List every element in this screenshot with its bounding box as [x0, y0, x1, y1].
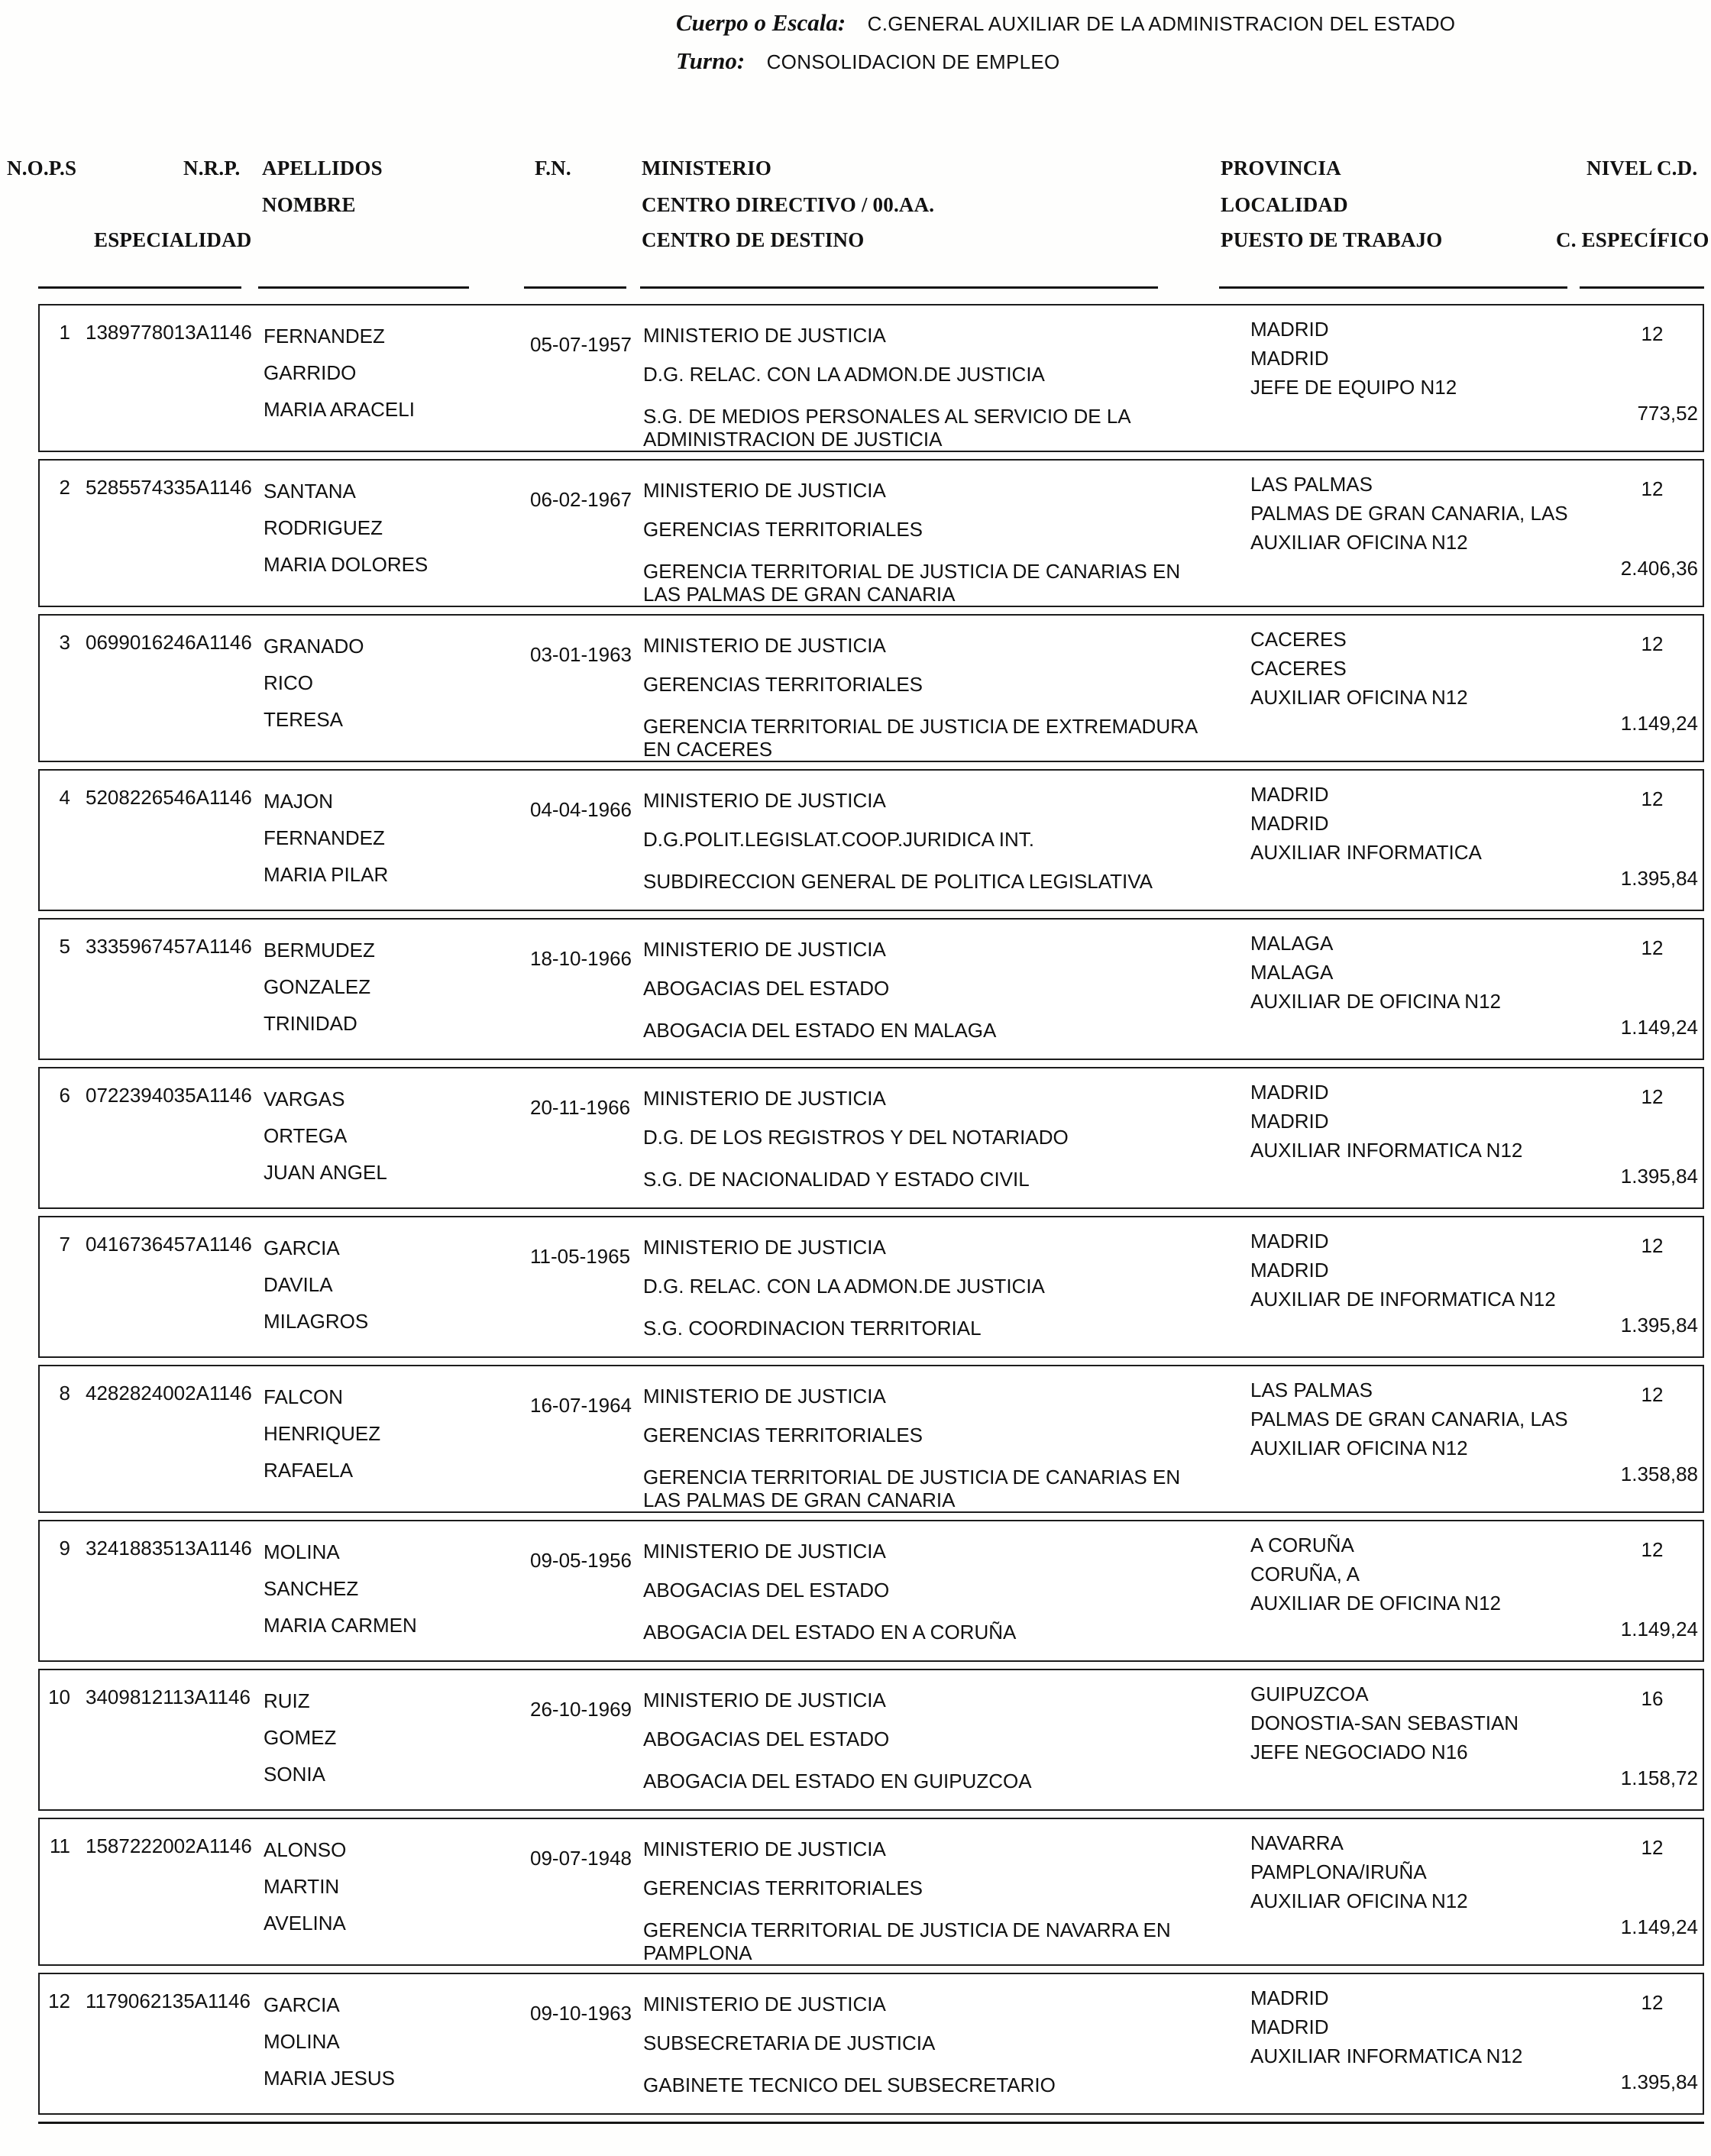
cell-puesto-trabajo: AUXILIAR INFORMATICA N12 — [1250, 2044, 1523, 2067]
cell-ministerio-group — [643, 1670, 1250, 1809]
cell-puesto-trabajo: AUXILIAR DE OFICINA N12 — [1250, 1592, 1501, 1615]
cell-ministerio: MINISTERIO DE JUSTICIA — [643, 1236, 886, 1259]
cell-provincia-group — [1250, 1819, 1602, 1964]
cell-provincia: MADRID — [1250, 1230, 1329, 1253]
cell-centro-directivo: D.G. DE LOS REGISTROS Y DEL NOTARIADO — [643, 1126, 1069, 1149]
cell-apellidos-line1: GARCIA — [264, 1993, 340, 2016]
cell-provincia: MALAGA — [1250, 932, 1334, 955]
cell-nops: 12 — [48, 1990, 70, 2012]
cell-apellidos-line1: FALCON — [264, 1385, 344, 1408]
cell-localidad: PALMAS DE GRAN CANARIA, LAS — [1250, 502, 1568, 525]
cell-ministerio-group — [643, 1217, 1250, 1356]
cell-provincia: MADRID — [1250, 318, 1329, 341]
cell-nombre: AVELINA — [264, 1912, 346, 1935]
table-row — [38, 459, 1704, 607]
cell-centro-directivo: GERENCIAS TERRITORIALES — [643, 1876, 923, 1899]
cell-centro-destino: ABOGACIA DEL ESTADO EN GUIPUZCOA — [643, 1770, 1032, 1792]
col-header-provincia: PROVINCIA — [1221, 157, 1341, 179]
cell-nops: 8 — [59, 1382, 70, 1404]
cell-ministerio: MINISTERIO DE JUSTICIA — [643, 479, 886, 502]
cell-provincia-group — [1250, 305, 1602, 451]
cell-nrp: 3409812113A1146 — [86, 1686, 251, 1708]
cell-ministerio-group — [643, 305, 1250, 451]
cell-apellidos-line1: FERNANDEZ — [264, 325, 385, 347]
cell-fecha-nacimiento: 04-04-1966 — [530, 798, 632, 821]
cell-puesto-trabajo: AUXILIAR INFORMATICA N12 — [1250, 1139, 1523, 1162]
col-header-nops: N.O.P.S — [7, 157, 77, 179]
cell-localidad: PAMPLONA/IRUÑA — [1250, 1860, 1427, 1883]
col-header-nombre: NOMBRE — [262, 193, 356, 216]
turno-line — [676, 47, 1455, 75]
table-row — [38, 1067, 1704, 1209]
cell-nops: 2 — [59, 476, 70, 499]
cell-provincia: MADRID — [1250, 1986, 1329, 2009]
col-header-especialidad: ESPECIALIDAD — [94, 228, 252, 251]
col-header-puesto-trabajo: PUESTO DE TRABAJO — [1221, 228, 1443, 251]
cell-centro-destino: S.G. DE NACIONALIDAD Y ESTADO CIVIL — [643, 1168, 1030, 1191]
cell-ministerio: MINISTERIO DE JUSTICIA — [643, 938, 886, 961]
cell-fecha-nacimiento: 09-07-1948 — [530, 1847, 632, 1870]
cell-centro-directivo: SUBSECRETARIA DE JUSTICIA — [643, 2032, 936, 2054]
table-row — [38, 614, 1704, 762]
bottom-rule — [38, 2122, 1704, 2124]
cell-nrp: 0699016246A1146 — [86, 631, 252, 654]
cell-ministerio-group — [643, 1366, 1250, 1511]
cell-localidad: MADRID — [1250, 2015, 1329, 2038]
cell-apellidos-line1: SANTANA — [264, 480, 356, 503]
cell-nivel-cd: 12 — [1641, 322, 1664, 345]
cell-ministerio-group — [643, 1068, 1250, 1207]
cell-centro-destino: ABOGACIA DEL ESTADO EN MALAGA — [643, 1019, 997, 1042]
col-header-apellidos: APELLIDOS — [262, 157, 383, 179]
cell-puesto-trabajo: JEFE NEGOCIADO N16 — [1250, 1741, 1468, 1763]
cell-puesto-trabajo: AUXILIAR INFORMATICA — [1250, 841, 1482, 864]
cell-nombre: MARIA JESUS — [264, 2067, 395, 2090]
cell-nombre: TRINIDAD — [264, 1012, 357, 1035]
cuerpo-escala-line — [676, 9, 1455, 37]
cell-c-especifico: 1.395,84 — [1620, 2070, 1698, 2093]
column-underline — [1219, 286, 1567, 289]
cell-centro-directivo: ABOGACIAS DEL ESTADO — [643, 1579, 890, 1602]
cell-nivel-especifico-group — [1602, 1217, 1703, 1356]
cell-ministerio: MINISTERIO DE JUSTICIA — [643, 1540, 886, 1563]
cell-centro-directivo: ABOGACIAS DEL ESTADO — [643, 1728, 890, 1750]
cell-centro-destino: S.G. COORDINACION TERRITORIAL — [643, 1317, 982, 1340]
cell-centro-destino: GERENCIA TERRITORIAL DE JUSTICIA DE CANARIAS EN LAS PALMAS DE GRAN CANARIA — [643, 1466, 1181, 1511]
cell-fecha-nacimiento: 06-02-1967 — [530, 488, 632, 511]
cell-c-especifico: 1.395,84 — [1620, 1314, 1698, 1337]
cell-nops: 6 — [59, 1084, 70, 1107]
col-header-c-especifico: C. ESPECÍFICO — [1556, 228, 1709, 251]
cell-nombre: SONIA — [264, 1763, 325, 1786]
cell-nops: 11 — [50, 1834, 70, 1857]
cell-c-especifico: 1.395,84 — [1620, 867, 1698, 890]
cell-apellidos-line1: GRANADO — [264, 635, 364, 658]
cell-apellidos-line2: MOLINA — [264, 2030, 340, 2053]
cell-nrp: 0416736457A1146 — [86, 1233, 252, 1256]
cell-provincia: MADRID — [1250, 783, 1329, 806]
cell-nivel-cd: 12 — [1641, 632, 1664, 655]
cell-nivel-especifico-group — [1602, 1819, 1703, 1964]
cell-name-group — [264, 771, 530, 910]
cell-ministerio-group — [643, 461, 1250, 606]
cuerpo-escala-label: Cuerpo o Escala: — [676, 9, 846, 36]
cell-name-group — [264, 616, 530, 761]
table-row — [38, 769, 1704, 911]
cell-ministerio-group — [643, 616, 1250, 761]
cell-nivel-especifico-group — [1602, 1521, 1703, 1660]
cell-fecha-nacimiento: 09-05-1956 — [530, 1549, 632, 1572]
cell-provincia-group — [1250, 1521, 1602, 1660]
cell-centro-directivo: D.G.POLIT.LEGISLAT.COOP.JURIDICA INT. — [643, 828, 1034, 851]
cell-fecha-nacimiento: 09-10-1963 — [530, 2002, 632, 2025]
cell-puesto-trabajo: AUXILIAR OFICINA N12 — [1250, 1437, 1468, 1459]
cell-apellidos-line2: RODRIGUEZ — [264, 516, 383, 539]
cell-nivel-cd: 12 — [1641, 477, 1664, 500]
cell-centro-destino: GERENCIA TERRITORIAL DE JUSTICIA DE NAVARRA EN PAMPLONA — [643, 1918, 1171, 1964]
cell-nivel-especifico-group — [1602, 305, 1703, 451]
cell-provincia: CACERES — [1250, 628, 1347, 651]
cell-fecha-nacimiento: 05-07-1957 — [530, 333, 632, 356]
cell-fecha-nacimiento: 18-10-1966 — [530, 947, 632, 970]
column-underline — [38, 286, 241, 289]
cell-nrp: 5208226546A1146 — [86, 786, 252, 809]
cell-nrp: 1389778013A1146 — [86, 321, 252, 344]
table-row — [38, 1365, 1704, 1513]
cell-ministerio-group — [643, 920, 1250, 1059]
cell-centro-directivo: GERENCIAS TERRITORIALES — [643, 518, 923, 541]
cell-nombre: MARIA CARMEN — [264, 1614, 417, 1637]
cell-apellidos-line2: MARTIN — [264, 1875, 340, 1898]
cell-nivel-cd: 12 — [1641, 1991, 1664, 2014]
cell-provincia-group — [1250, 461, 1602, 606]
cell-localidad: DONOSTIA-SAN SEBASTIAN — [1250, 1712, 1519, 1734]
cell-provincia-group — [1250, 1670, 1602, 1809]
cell-c-especifico: 1.358,88 — [1620, 1463, 1698, 1485]
col-header-ministerio: MINISTERIO — [642, 157, 772, 179]
cell-puesto-trabajo: AUXILIAR DE OFICINA N12 — [1250, 990, 1501, 1013]
cell-fecha-nacimiento: 26-10-1969 — [530, 1698, 632, 1721]
cell-provincia-group — [1250, 1217, 1602, 1356]
table-row — [38, 1973, 1704, 2115]
table-row — [38, 918, 1704, 1060]
cell-nops: 4 — [59, 786, 70, 809]
cell-name-group — [264, 920, 530, 1059]
cell-centro-directivo: D.G. RELAC. CON LA ADMON.DE JUSTICIA — [643, 1275, 1045, 1298]
column-underline — [258, 286, 469, 289]
cell-apellidos-line2: SANCHEZ — [264, 1577, 359, 1600]
cell-provincia-group — [1250, 1068, 1602, 1207]
col-header-fn: F.N. — [535, 157, 571, 179]
cell-apellidos-line1: MOLINA — [264, 1540, 340, 1563]
cell-nrp: 1179062135A1146 — [86, 1990, 251, 2012]
cell-c-especifico: 1.395,84 — [1620, 1165, 1698, 1188]
cell-apellidos-line1: VARGAS — [264, 1088, 345, 1110]
cell-nops: 7 — [59, 1233, 70, 1256]
cell-localidad: MADRID — [1250, 1110, 1329, 1133]
cell-nivel-especifico-group — [1602, 1068, 1703, 1207]
cuerpo-escala-value: C.GENERAL AUXILIAR DE LA ADMINISTRACION DEL ESTADO — [867, 12, 1456, 35]
cell-nombre: MARIA ARACELI — [264, 398, 415, 421]
cell-ministerio-group — [643, 771, 1250, 910]
cell-c-especifico: 773,52 — [1637, 402, 1698, 425]
table-row — [38, 1520, 1704, 1662]
cell-apellidos-line1: RUIZ — [264, 1689, 310, 1712]
cell-apellidos-line2: GOMEZ — [264, 1726, 337, 1749]
cell-provincia: GUIPUZCOA — [1250, 1682, 1369, 1705]
cell-centro-directivo: ABOGACIAS DEL ESTADO — [643, 977, 890, 1000]
cell-localidad: MALAGA — [1250, 961, 1334, 984]
cell-nivel-especifico-group — [1602, 616, 1703, 761]
cell-nombre: RAFAELA — [264, 1459, 354, 1482]
table-row — [38, 1669, 1704, 1811]
cell-nivel-cd: 12 — [1641, 787, 1664, 810]
cell-centro-destino: GABINETE TECNICO DEL SUBSECRETARIO — [643, 2074, 1056, 2096]
cell-localidad: MADRID — [1250, 1259, 1329, 1282]
cell-nops: 9 — [59, 1537, 70, 1560]
cell-name-group — [264, 1974, 530, 2113]
cell-fecha-nacimiento: 20-11-1966 — [530, 1096, 631, 1119]
table-row — [38, 1818, 1704, 1966]
cell-nivel-cd: 16 — [1641, 1687, 1664, 1710]
cell-apellidos-line1: MAJON — [264, 790, 333, 813]
cell-nivel-cd: 12 — [1641, 936, 1664, 959]
cell-localidad: CORUÑA, A — [1250, 1563, 1360, 1585]
cell-nombre: TERESA — [264, 708, 344, 731]
cell-centro-destino: S.G. DE MEDIOS PERSONALES AL SERVICIO DE LA ADMINISTRACION DE JUSTICIA — [643, 405, 1130, 451]
cell-nombre: JUAN ANGEL — [264, 1161, 387, 1184]
cell-nrp: 3335967457A1146 — [86, 935, 252, 958]
cell-fecha-nacimiento: 16-07-1964 — [530, 1394, 632, 1417]
col-header-nrp: N.R.P. — [183, 157, 241, 179]
cell-ministerio-group — [643, 1819, 1250, 1964]
col-header-centro-destino: CENTRO DE DESTINO — [642, 228, 865, 251]
cell-c-especifico: 1.149,24 — [1620, 712, 1698, 735]
cell-centro-directivo: GERENCIAS TERRITORIALES — [643, 673, 923, 696]
cell-nops: 1 — [59, 321, 70, 344]
column-underline — [524, 286, 626, 289]
cell-puesto-trabajo: AUXILIAR OFICINA N12 — [1250, 686, 1468, 709]
cell-name-group — [264, 1670, 530, 1809]
cell-ministerio: MINISTERIO DE JUSTICIA — [643, 1993, 886, 2015]
cell-nivel-especifico-group — [1602, 1366, 1703, 1511]
cell-provincia: LAS PALMAS — [1250, 473, 1373, 496]
cell-c-especifico: 1.149,24 — [1620, 1016, 1698, 1039]
cell-provincia-group — [1250, 1366, 1602, 1511]
cell-apellidos-line2: GARRIDO — [264, 361, 357, 384]
cell-provincia-group — [1250, 920, 1602, 1059]
cell-nombre: MARIA PILAR — [264, 863, 389, 886]
cell-nrp: 3241883513A1146 — [86, 1537, 252, 1560]
column-underline — [640, 286, 1158, 289]
cell-ministerio: MINISTERIO DE JUSTICIA — [643, 1385, 886, 1408]
cell-nivel-especifico-group — [1602, 1670, 1703, 1809]
col-header-nivel-cd: NIVEL C.D. — [1586, 157, 1698, 179]
cell-nops: 3 — [59, 631, 70, 654]
cell-apellidos-line1: GARCIA — [264, 1236, 340, 1259]
cell-centro-destino: SUBDIRECCION GENERAL DE POLITICA LEGISLATIVA — [643, 870, 1153, 893]
cell-apellidos-line2: DAVILA — [264, 1273, 333, 1296]
cell-localidad: MADRID — [1250, 812, 1329, 835]
cell-nivel-especifico-group — [1602, 1974, 1703, 2113]
cell-name-group — [264, 1819, 530, 1964]
cell-apellidos-line2: RICO — [264, 671, 313, 694]
cell-nivel-cd: 12 — [1641, 1836, 1664, 1859]
cell-nivel-especifico-group — [1602, 461, 1703, 606]
cell-ministerio-group — [643, 1521, 1250, 1660]
cell-apellidos-line2: FERNANDEZ — [264, 826, 385, 849]
cell-nivel-cd: 12 — [1641, 1538, 1664, 1561]
cell-centro-directivo: D.G. RELAC. CON LA ADMON.DE JUSTICIA — [643, 363, 1045, 386]
cell-ministerio: MINISTERIO DE JUSTICIA — [643, 789, 886, 812]
cell-nrp: 5285574335A1146 — [86, 476, 252, 499]
cell-nombre: MILAGROS — [264, 1310, 369, 1333]
cell-ministerio: MINISTERIO DE JUSTICIA — [643, 634, 886, 657]
cell-name-group — [264, 1521, 530, 1660]
cell-apellidos-line1: BERMUDEZ — [264, 939, 375, 962]
cell-fecha-nacimiento: 11-05-1965 — [530, 1245, 631, 1268]
cell-ministerio: MINISTERIO DE JUSTICIA — [643, 1689, 886, 1712]
turno-label: Turno: — [676, 47, 746, 74]
cell-provincia: NAVARRA — [1250, 1831, 1344, 1854]
cell-name-group — [264, 461, 530, 606]
cell-ministerio: MINISTERIO DE JUSTICIA — [643, 1087, 886, 1110]
cell-name-group — [264, 305, 530, 451]
table-column-headers — [0, 157, 1711, 298]
cell-c-especifico: 1.158,72 — [1620, 1766, 1698, 1789]
column-underline — [1580, 286, 1704, 289]
col-header-localidad: LOCALIDAD — [1221, 193, 1348, 216]
cell-nops: 10 — [48, 1686, 70, 1708]
cell-c-especifico: 2.406,36 — [1620, 557, 1698, 580]
cell-puesto-trabajo: AUXILIAR DE INFORMATICA N12 — [1250, 1288, 1556, 1311]
cell-apellidos-line2: GONZALEZ — [264, 975, 371, 998]
cell-ministerio-group — [643, 1974, 1250, 2113]
cell-puesto-trabajo: JEFE DE EQUIPO N12 — [1250, 376, 1457, 399]
cell-nivel-cd: 12 — [1641, 1383, 1664, 1406]
cell-apellidos-line2: HENRIQUEZ — [264, 1422, 381, 1445]
cell-nrp: 4282824002A1146 — [86, 1382, 252, 1404]
cell-centro-destino: GERENCIA TERRITORIAL DE JUSTICIA DE EXTREMADURA EN CACERES — [643, 715, 1197, 761]
cell-localidad: CACERES — [1250, 657, 1347, 680]
cell-c-especifico: 1.149,24 — [1620, 1915, 1698, 1938]
cell-nombre: MARIA DOLORES — [264, 553, 429, 576]
cell-provincia-group — [1250, 616, 1602, 761]
cell-name-group — [264, 1068, 530, 1207]
cell-name-group — [264, 1366, 530, 1511]
cell-provincia-group — [1250, 771, 1602, 910]
cell-ministerio: MINISTERIO DE JUSTICIA — [643, 324, 886, 347]
cell-provincia: MADRID — [1250, 1081, 1329, 1104]
table-row — [38, 1216, 1704, 1358]
cell-provincia: A CORUÑA — [1250, 1534, 1354, 1556]
cell-fecha-nacimiento: 03-01-1963 — [530, 643, 632, 666]
cell-centro-destino: GERENCIA TERRITORIAL DE JUSTICIA DE CANARIAS EN LAS PALMAS DE GRAN CANARIA — [643, 560, 1181, 606]
cell-apellidos-line1: ALONSO — [264, 1838, 347, 1861]
cell-name-group — [264, 1217, 530, 1356]
cell-puesto-trabajo: AUXILIAR OFICINA N12 — [1250, 1889, 1468, 1912]
turno-value: CONSOLIDACION DE EMPLEO — [766, 50, 1060, 73]
cell-puesto-trabajo: AUXILIAR OFICINA N12 — [1250, 531, 1468, 554]
cell-provincia: LAS PALMAS — [1250, 1379, 1373, 1401]
cell-provincia-group — [1250, 1974, 1602, 2113]
records-table — [38, 304, 1704, 2124]
cell-nivel-especifico-group — [1602, 771, 1703, 910]
cell-localidad: PALMAS DE GRAN CANARIA, LAS — [1250, 1408, 1568, 1430]
cell-localidad: MADRID — [1250, 347, 1329, 370]
cell-nrp: 1587222002A1146 — [86, 1834, 252, 1857]
cell-nivel-especifico-group — [1602, 920, 1703, 1059]
cell-nivel-cd: 12 — [1641, 1085, 1664, 1108]
cell-nrp: 0722394035A1146 — [86, 1084, 252, 1107]
col-header-centro-directivo: CENTRO DIRECTIVO / 00.AA. — [642, 193, 935, 216]
cell-c-especifico: 1.149,24 — [1620, 1618, 1698, 1640]
cell-centro-directivo: GERENCIAS TERRITORIALES — [643, 1424, 923, 1446]
cell-centro-destino: ABOGACIA DEL ESTADO EN A CORUÑA — [643, 1621, 1017, 1644]
cell-nivel-cd: 12 — [1641, 1234, 1664, 1257]
cell-nops: 5 — [59, 935, 70, 958]
cell-apellidos-line2: ORTEGA — [264, 1124, 348, 1147]
table-row — [38, 304, 1704, 452]
cell-ministerio: MINISTERIO DE JUSTICIA — [643, 1838, 886, 1860]
document-header — [676, 9, 1455, 86]
